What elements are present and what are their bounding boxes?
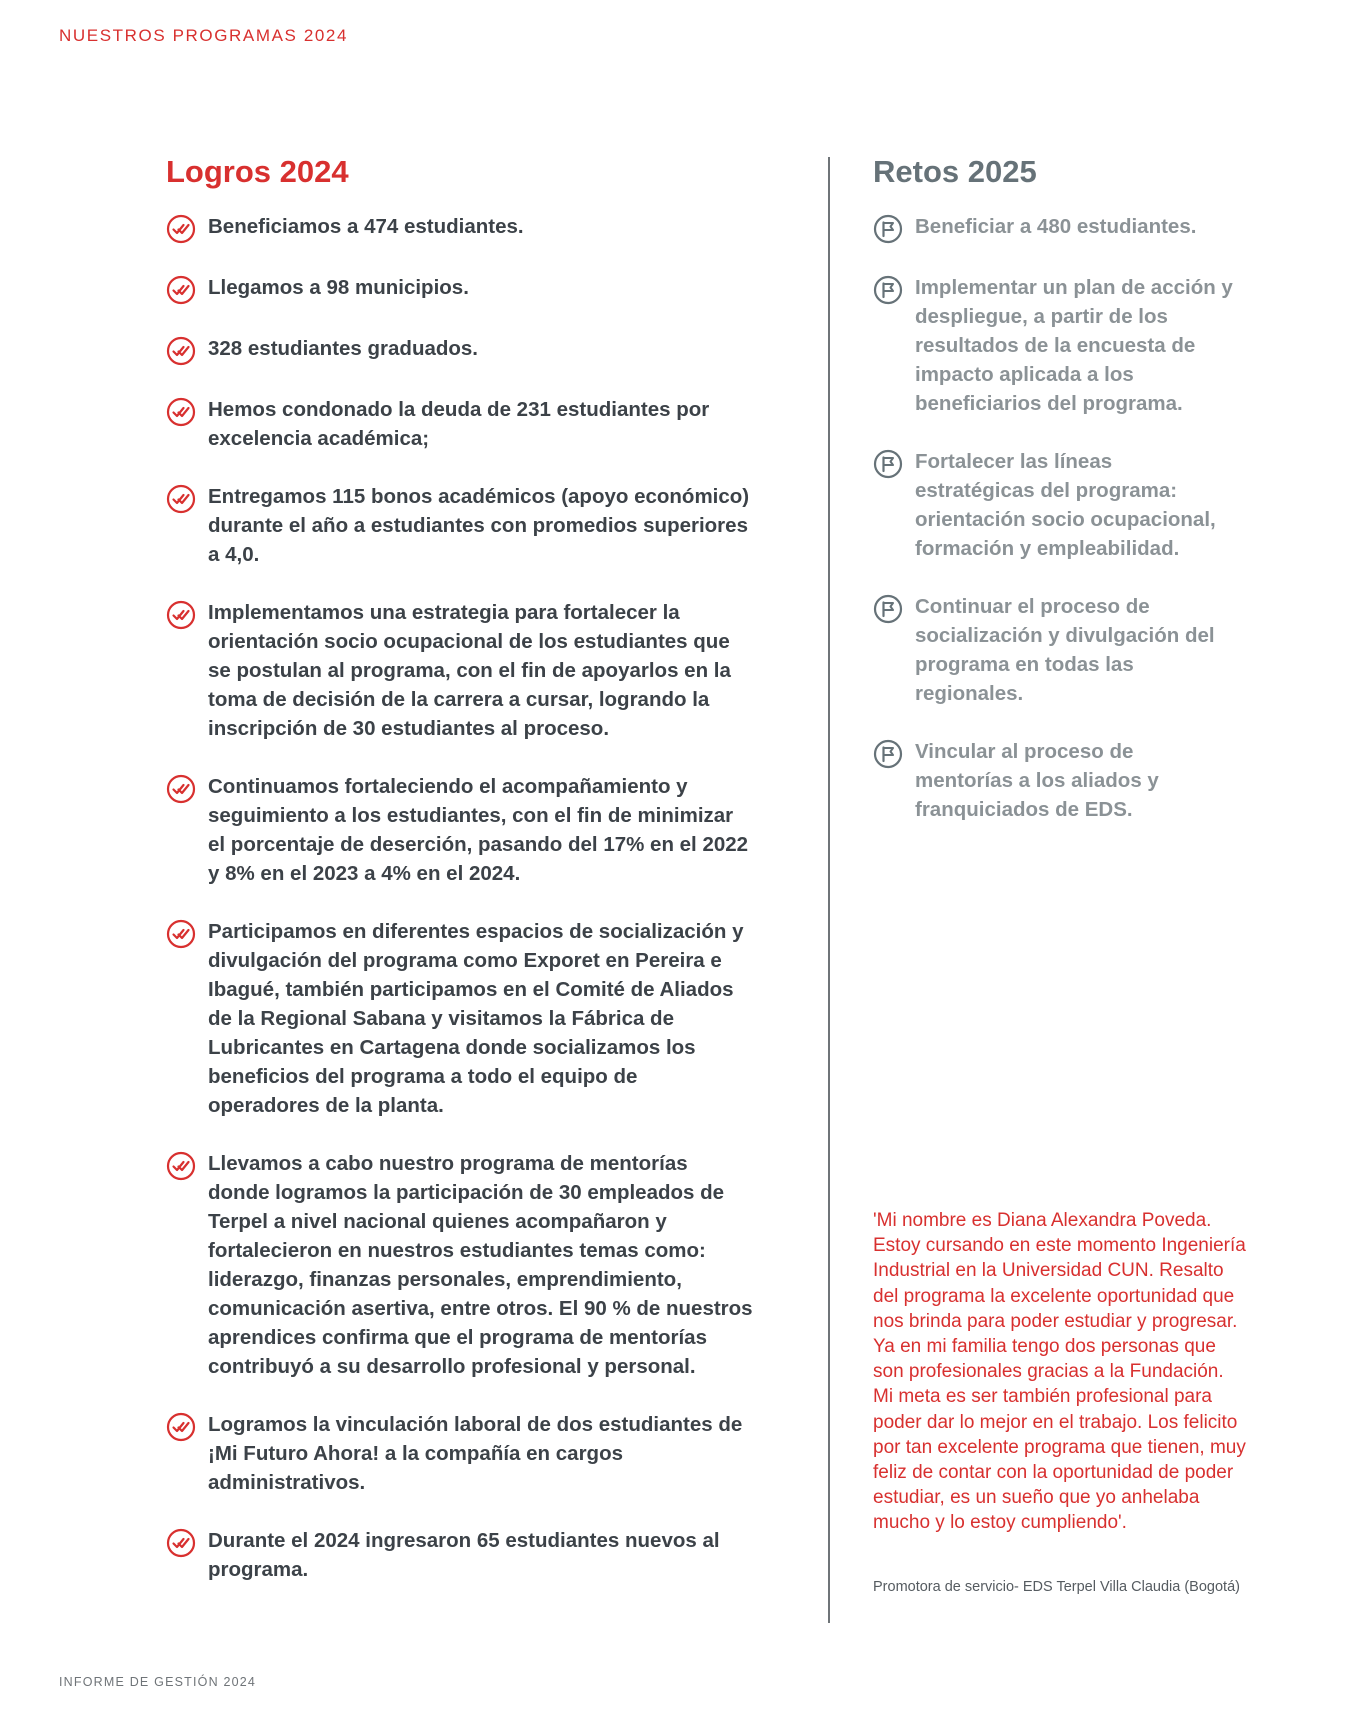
flag-circle-icon xyxy=(873,275,903,305)
double-check-circle-icon xyxy=(166,214,196,244)
double-check-circle-icon xyxy=(166,774,196,804)
logro-item xyxy=(166,395,766,453)
double-check-circle-icon xyxy=(166,484,196,514)
logro-item xyxy=(166,273,766,305)
flag-circle-icon xyxy=(873,739,903,769)
double-check-circle-icon xyxy=(166,1412,196,1442)
logros-list xyxy=(166,212,766,1584)
double-check-circle-icon xyxy=(166,275,196,305)
logro-item xyxy=(166,212,766,244)
logro-item-text: Entregamos 115 bonos académicos (apoyo económico) durante el año a estudiantes con promedios superiores a 4,0. xyxy=(208,485,750,566)
logro-item-text: 328 estudiantes graduados. xyxy=(208,337,479,360)
logro-item-text: Llevamos a cabo nuestro programa de mentorías donde logramos la participación de 30 empleados de Terpel a nivel nacional quienes acompañaron y fortalecieron en nuestros estudiantes temas como: liderazgo, finanzas personales, emprendimiento, comunicación asertiva, entre otros. El 90 % de nuestros aprendices confirma que el programa de mentorías contribuyó a su desarrollo profesional y personal. xyxy=(208,1152,753,1378)
logro-item-text: Logramos la vinculación laboral de dos estudiantes de ¡Mi Futuro Ahora! a la compañía en cargos administrativos. xyxy=(208,1413,743,1494)
logro-item xyxy=(166,598,766,743)
logro-item-text: Hemos condonado la deuda de 231 estudiantes por excelencia académica; xyxy=(208,398,710,450)
double-check-circle-icon xyxy=(166,1528,196,1558)
reto-item xyxy=(873,212,1258,244)
double-check-circle-icon xyxy=(166,919,196,949)
testimonial-quote: 'Mi nombre es Diana Alexandra Poveda. Estoy cursando en este momento Ingeniería Industrial en la Universidad CUN. Resalto del programa la excelente oportunidad que nos brinda para poder estudiar y progresar. Ya en mi familia tengo dos personas que son profesionales gracias a la Fundación. Mi meta es ser también profesional para poder dar lo mejor en el trabajo. Los felicito por tan excelente programa que tienen, muy feliz de contar con la oportunidad de poder estudiar, es un sueño que yo anhelaba mucho y lo estoy cumpliendo'. xyxy=(873,1210,1246,1534)
reto-item-text: Vincular al proceso de mentorías a los aliados y franquiciados de EDS. xyxy=(915,740,1159,821)
reto-item-text: Implementar un plan de acción y despliegue, a partir de los resultados de la encuesta de impacto aplicada a los beneficiarios del programa. xyxy=(915,276,1233,415)
double-check-circle-icon xyxy=(166,336,196,366)
double-check-circle-icon xyxy=(166,397,196,427)
logros-title: Logros 2024 xyxy=(166,154,349,189)
logro-item xyxy=(166,772,766,888)
logro-item-text: Beneficiamos a 474 estudiantes. xyxy=(208,215,524,238)
reto-item-text: Fortalecer las líneas estratégicas del programa: orientación socio ocupacional, formación y empleabilidad. xyxy=(915,450,1216,560)
reto-item-text: Continuar el proceso de socialización y divulgación del programa en todas las regionales. xyxy=(915,595,1215,705)
double-check-circle-icon xyxy=(166,1151,196,1181)
reto-item xyxy=(873,273,1258,418)
logro-item-text: Llegamos a 98 municipios. xyxy=(208,276,469,299)
retos-title: Retos 2025 xyxy=(873,154,1037,189)
logro-item xyxy=(166,917,766,1120)
logro-item xyxy=(166,1410,766,1497)
double-check-circle-icon xyxy=(166,600,196,630)
logro-item xyxy=(166,1149,766,1381)
reto-item xyxy=(873,592,1258,708)
logro-item-text: Durante el 2024 ingresaron 65 estudiantes nuevos al programa. xyxy=(208,1529,720,1581)
logro-item xyxy=(166,482,766,569)
logro-item-text: Implementamos una estrategia para fortalecer la orientación socio ocupacional de los estudiantes que se postulan al programa, con el fin de apoyarlos en la toma de decisión de la carrera a cursar, logrando la inscripción de 30 estudiantes al proceso. xyxy=(208,601,731,740)
testimonial-author: Promotora de servicio- EDS Terpel Villa Claudia (Bogotá) xyxy=(873,1579,1240,1595)
flag-circle-icon xyxy=(873,214,903,244)
section-header-label: NUESTROS PROGRAMAS 2024 xyxy=(59,26,349,45)
flag-circle-icon xyxy=(873,449,903,479)
logro-item-text: Continuamos fortaleciendo el acompañamiento y seguimiento a los estudiantes, con el fin de minimizar el porcentaje de deserción, pasando del 17% en el 2022 y 8% en el 2023 a 4% en el 2024. xyxy=(208,775,749,885)
logro-item xyxy=(166,1526,766,1584)
retos-list xyxy=(873,212,1258,824)
logro-item xyxy=(166,334,766,366)
column-divider xyxy=(828,157,830,1623)
reto-item-text: Beneficiar a 480 estudiantes. xyxy=(915,215,1197,238)
reto-item xyxy=(873,737,1258,824)
reto-item xyxy=(873,447,1258,563)
report-footer-label: INFORME DE GESTIÓN 2024 xyxy=(59,1675,257,1689)
flag-circle-icon xyxy=(873,594,903,624)
logro-item-text: Participamos en diferentes espacios de socialización y divulgación del programa como Exporet en Pereira e Ibagué, también participamos en el Comité de Aliados de la Regional Sabana y visitamos la Fábrica de Lubricantes en Cartagena donde socializamos los beneficios del programa a todo el equipo de operadores de la planta. xyxy=(208,920,744,1117)
retos-column xyxy=(873,152,1258,853)
logros-column xyxy=(166,152,766,1613)
